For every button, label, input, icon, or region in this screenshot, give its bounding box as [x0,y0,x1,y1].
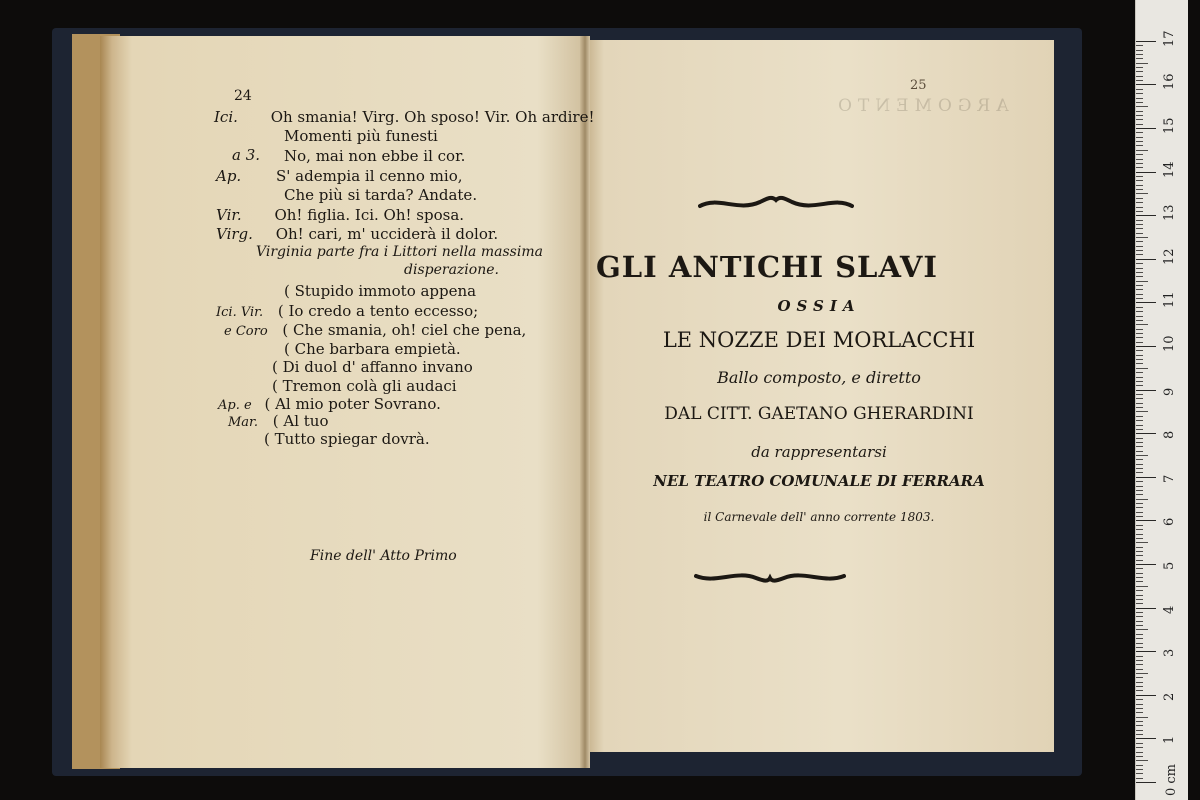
left-page-number: 24 [234,88,252,104]
ruler-tick [1136,525,1143,526]
ruler-tick [1136,363,1143,364]
ruler-cm-label: 6 [1162,518,1177,527]
ruler-tick [1136,717,1148,718]
ruler-cm-label: 15 [1162,117,1177,134]
verse-text: Oh! cari, m' ucciderà il dolor. [275,225,499,243]
ruler-tick [1136,603,1143,604]
verse-text: ( Io credo a tento eccesso; [277,302,479,320]
ruler-tick [1136,193,1148,194]
speaker-label: Ici. [214,108,238,126]
verse-line: ( Di duol d' affanno invano [272,358,473,376]
ruler-tick [1136,464,1143,465]
ruler-tick [1136,268,1143,269]
verse-line [216,225,498,243]
ruler-tick [1136,385,1143,386]
ruler-tick [1136,254,1143,255]
ruler-tick [1136,167,1143,168]
verse-line [216,167,463,185]
verse-line [228,412,329,430]
ruler-tick [1136,564,1156,565]
verse-line [216,302,478,320]
ruler-tick [1136,634,1143,635]
verse-text: Che più si tarda? Andate. [284,186,478,204]
ruler-tick [1136,721,1143,722]
ruler-tick [1136,220,1143,221]
ruler-cm-label: 8 [1162,430,1177,440]
verse-text: Oh! figlia. Ici. Oh! sposa. [274,206,465,224]
ruler-tick [1136,76,1143,77]
ruler-tick [1136,163,1143,164]
ruler-tick [1136,451,1143,452]
ruler-tick [1136,446,1143,447]
speaker-label: Vir. [216,206,242,224]
ruler-tick [1136,324,1148,325]
ruler-tick [1136,115,1143,116]
ruler-tick [1136,111,1143,112]
ruler-tick [1136,778,1143,779]
ruler-tick [1136,769,1143,770]
ruler-tick [1136,71,1143,72]
ruler-tick [1136,189,1143,190]
ruler-tick [1136,159,1143,160]
ruler-tick [1136,63,1148,64]
ruler-tick [1136,752,1143,753]
verse-line [284,127,438,145]
ruler-tick [1136,150,1148,151]
date-line: il Carnevale dell' anno corrente 1803. [703,510,935,524]
verse-line [232,146,260,164]
ruler-tick [1136,154,1143,155]
title-gli-antichi-slavi: GLI ANTICHI SLAVI [596,250,938,284]
verse-text: ( Al tuo [272,412,329,430]
ruler-tick [1136,84,1156,85]
ruler-tick [1136,89,1143,90]
ruler-tick [1136,211,1143,212]
ruler-tick [1136,403,1143,404]
ruler-tick [1136,581,1143,582]
ruler-tick [1136,228,1143,229]
ruler-tick [1136,198,1143,199]
verse-text: ( Al mio poter Sovrano. [264,395,441,413]
ruler-tick [1136,311,1143,312]
ruler-tick [1136,486,1143,487]
ruler-tick [1136,390,1156,391]
speaker-label: Ap. [216,167,242,185]
ruler-tick [1136,682,1143,683]
ruler-tick [1136,734,1143,735]
ruler-tick [1136,320,1143,321]
ruler-tick [1136,695,1156,696]
ruler-tick [1136,285,1143,286]
ruler-tick [1136,512,1143,513]
verse-line [284,186,477,204]
ruler-tick [1136,54,1143,55]
ruler-tick [1136,276,1143,277]
ruler-tick [1136,756,1143,757]
ruler-tick [1136,119,1143,120]
verse-text: S' adempia il cenno mio, [275,167,463,185]
bottom-flourish-ornament [694,564,846,588]
ruler-tick [1136,590,1143,591]
ruler-tick [1136,555,1143,556]
ruler-tick [1136,289,1143,290]
verse-text: ( Che smania, oh! ciel che pena, [282,321,527,339]
ruler-tick [1136,106,1148,107]
ruler-tick [1136,656,1143,657]
stage-direction: disperazione. [404,262,499,278]
ruler-cm-label: 12 [1162,248,1177,265]
ruler-tick [1136,507,1143,508]
ruler-tick [1136,329,1143,330]
ruler-tick [1136,272,1143,273]
theatre-line: NEL TEATRO COMUNALE DI FERRARA [653,472,985,490]
ruler-tick [1136,686,1143,687]
ruler-cm-label: 2 [1162,692,1177,701]
verse-line [214,108,594,126]
author-line: DAL CITT. GAETANO GHERARDINI [664,404,974,424]
ruler-tick [1136,568,1143,569]
ruler-tick [1136,337,1143,338]
ruler-cm-label: 1 [1162,736,1177,745]
ruler-cm-label: 11 [1162,291,1177,309]
ruler-tick [1136,176,1143,177]
ruler-tick [1136,45,1143,46]
ruler-tick [1136,420,1143,421]
verse-line: ( Tutto spiegar dovrà. [264,430,430,448]
verse-line: ( Tremon colà gli audaci [272,377,457,395]
ruler-cm-label: 9 [1162,387,1177,396]
da-rappresentarsi-line: da rappresentarsi [751,443,887,461]
stage-direction: Virginia parte fra i Littori nella massima [256,244,543,260]
ruler-tick [1136,643,1143,644]
ruler-cm-label: 5 [1162,561,1177,570]
ruler-tick [1136,442,1143,443]
ruler-tick [1136,704,1143,705]
ruler-tick [1136,438,1143,439]
verse-text: Oh smania! Virg. Oh sposo! Vir. Oh ardire! [270,108,595,126]
ruler-tick [1136,433,1156,434]
ruler-tick [1136,132,1143,133]
ruler-tick [1136,738,1156,739]
right-page [584,40,1054,752]
ruler-tick [1136,773,1143,774]
ruler-tick [1136,128,1156,129]
ruler-tick [1136,612,1143,613]
ruler-tick [1136,180,1143,181]
ruler-cm-label: 10 [1162,335,1177,352]
ruler-tick [1136,595,1143,596]
ruler-tick [1136,259,1156,260]
ruler-tick [1136,499,1148,500]
verse-line: ( Stupido immoto appena [284,282,477,300]
ruler-tick [1136,468,1143,469]
right-page-number: 25 [910,78,927,93]
ruler-cm-label: 4 [1162,605,1177,614]
speaker-label: Mar. [228,415,258,430]
ruler-tick [1136,377,1143,378]
ruler-tick [1136,616,1143,617]
ruler-tick [1136,599,1143,600]
ruler-tick [1136,477,1156,478]
ruler-tick [1136,747,1143,748]
ruler-tick [1136,359,1143,360]
ruler-tick [1136,263,1143,264]
ruler-tick [1136,298,1143,299]
ruler-cm-label: 14 [1162,161,1177,178]
ossia-label: OSSIA [777,297,861,315]
ruler-tick [1136,124,1143,125]
book-gutter [580,36,590,768]
top-flourish-ornament [698,192,854,216]
verse-line [216,206,464,224]
ruler-tick [1136,669,1143,670]
act-end-footer: Fine dell' Atto Primo [310,548,457,564]
bleed-through-header: ARGOMENTO [832,96,1009,116]
ruler-tick [1136,494,1143,495]
ruler-tick [1136,560,1143,561]
ruler-tick [1136,673,1148,674]
ruler-tick [1136,542,1148,543]
ruler-cm-label: 3 [1162,648,1177,658]
verse-text: No, mai non ebbe il cor. [284,147,466,165]
ruler-tick [1136,246,1143,247]
ruler-tick [1136,455,1148,456]
speaker-label: Ap. e [218,398,252,413]
ruler-cm-label: 17 [1162,30,1177,47]
ruler-tick [1136,202,1143,203]
ruler-tick [1136,333,1143,334]
ruler-cm-label: 13 [1162,204,1177,222]
ruler-tick [1136,782,1156,783]
ruler-tick [1136,41,1156,42]
ruler-tick [1136,760,1148,761]
ruler-tick [1136,102,1143,103]
ruler-tick [1136,224,1143,225]
ruler-unit-label: 0 cm [1164,763,1179,796]
ruler-tick [1136,743,1143,744]
ruler-tick [1136,529,1143,530]
ruler-tick [1136,660,1143,661]
speaker-label: Ici. Vir. [216,305,264,320]
ruler-cm-label: 7 [1162,474,1177,483]
ruler-tick [1136,538,1143,539]
ruler-tick [1136,316,1143,317]
ruler-tick [1136,520,1156,521]
ruler-tick [1136,302,1156,303]
ruler-tick [1136,664,1143,665]
ruler-tick [1136,651,1156,652]
verse-line [284,147,465,165]
ruler-tick [1136,355,1143,356]
ruler-tick [1136,372,1143,373]
verse-line [218,395,441,413]
ruler-tick [1136,481,1143,482]
ruler-tick [1136,490,1143,491]
ruler-tick [1136,629,1148,630]
ruler-tick [1136,342,1143,343]
ruler-tick [1136,429,1143,430]
ruler-tick [1136,690,1143,691]
subtitle-nozze: LE NOZZE DEI MORLACCHI [662,328,976,352]
ruler-tick [1136,573,1143,574]
ruler-tick [1136,137,1143,138]
ruler-tick [1136,381,1143,382]
ruler-tick [1136,608,1156,609]
ruler-tick [1136,708,1143,709]
ruler-tick [1136,516,1143,517]
ruler-tick [1136,346,1156,347]
verse-line: ( Che barbara empietà. [284,340,461,358]
speaker-label: a 3. [232,146,261,164]
ruler-tick [1136,472,1143,473]
ruler-tick [1136,534,1143,535]
ruler-tick [1136,677,1143,678]
verse-line [224,321,526,339]
ruler-tick [1136,712,1143,713]
speaker-label: Virg. [216,225,253,243]
ruler-tick [1136,638,1143,639]
ruler-tick [1136,93,1143,94]
ruler-tick [1136,725,1143,726]
ruler-tick [1136,294,1143,295]
ruler-tick [1136,241,1143,242]
ruler-tick [1136,250,1143,251]
ruler-tick [1136,551,1143,552]
speaker-label: e Coro [224,324,268,339]
ruler-tick [1136,185,1143,186]
ruler-tick [1136,215,1156,216]
ruler-tick [1136,394,1143,395]
ruler-tick [1136,67,1143,68]
ruler-tick [1136,416,1143,417]
verse-text: Momenti più funesti [284,127,438,145]
ruler-tick [1136,411,1148,412]
ruler-tick [1136,625,1143,626]
ruler-tick [1136,145,1143,146]
ruler-tick [1136,350,1143,351]
ruler-tick [1136,621,1143,622]
ruler-tick [1136,425,1143,426]
ruler-cm-label: 16 [1162,73,1177,91]
ruler-tick [1136,547,1143,548]
ruler-tick [1136,407,1143,408]
measurement-ruler [1135,0,1188,800]
ruler-tick [1136,141,1143,142]
ruler-tick [1136,730,1143,731]
ruler-tick [1136,233,1143,234]
ruler-tick [1136,647,1143,648]
ruler-tick [1136,699,1143,700]
ruler-tick [1136,237,1148,238]
ruler-tick [1136,398,1143,399]
ruler-tick [1136,98,1143,99]
ruler-tick [1136,58,1143,59]
ruler-tick [1136,172,1156,173]
ruler-tick [1136,80,1143,81]
ruler-tick [1136,50,1143,51]
ballo-line: Ballo composto, e diretto [717,368,921,387]
ruler-tick [1136,765,1143,766]
ruler-tick [1136,503,1143,504]
ruler-tick [1136,577,1143,578]
ruler-tick [1136,281,1148,282]
ruler-tick [1136,207,1143,208]
ruler-tick [1136,307,1143,308]
ruler-tick [1136,459,1143,460]
ruler-tick [1136,586,1148,587]
ruler-tick [1136,368,1148,369]
